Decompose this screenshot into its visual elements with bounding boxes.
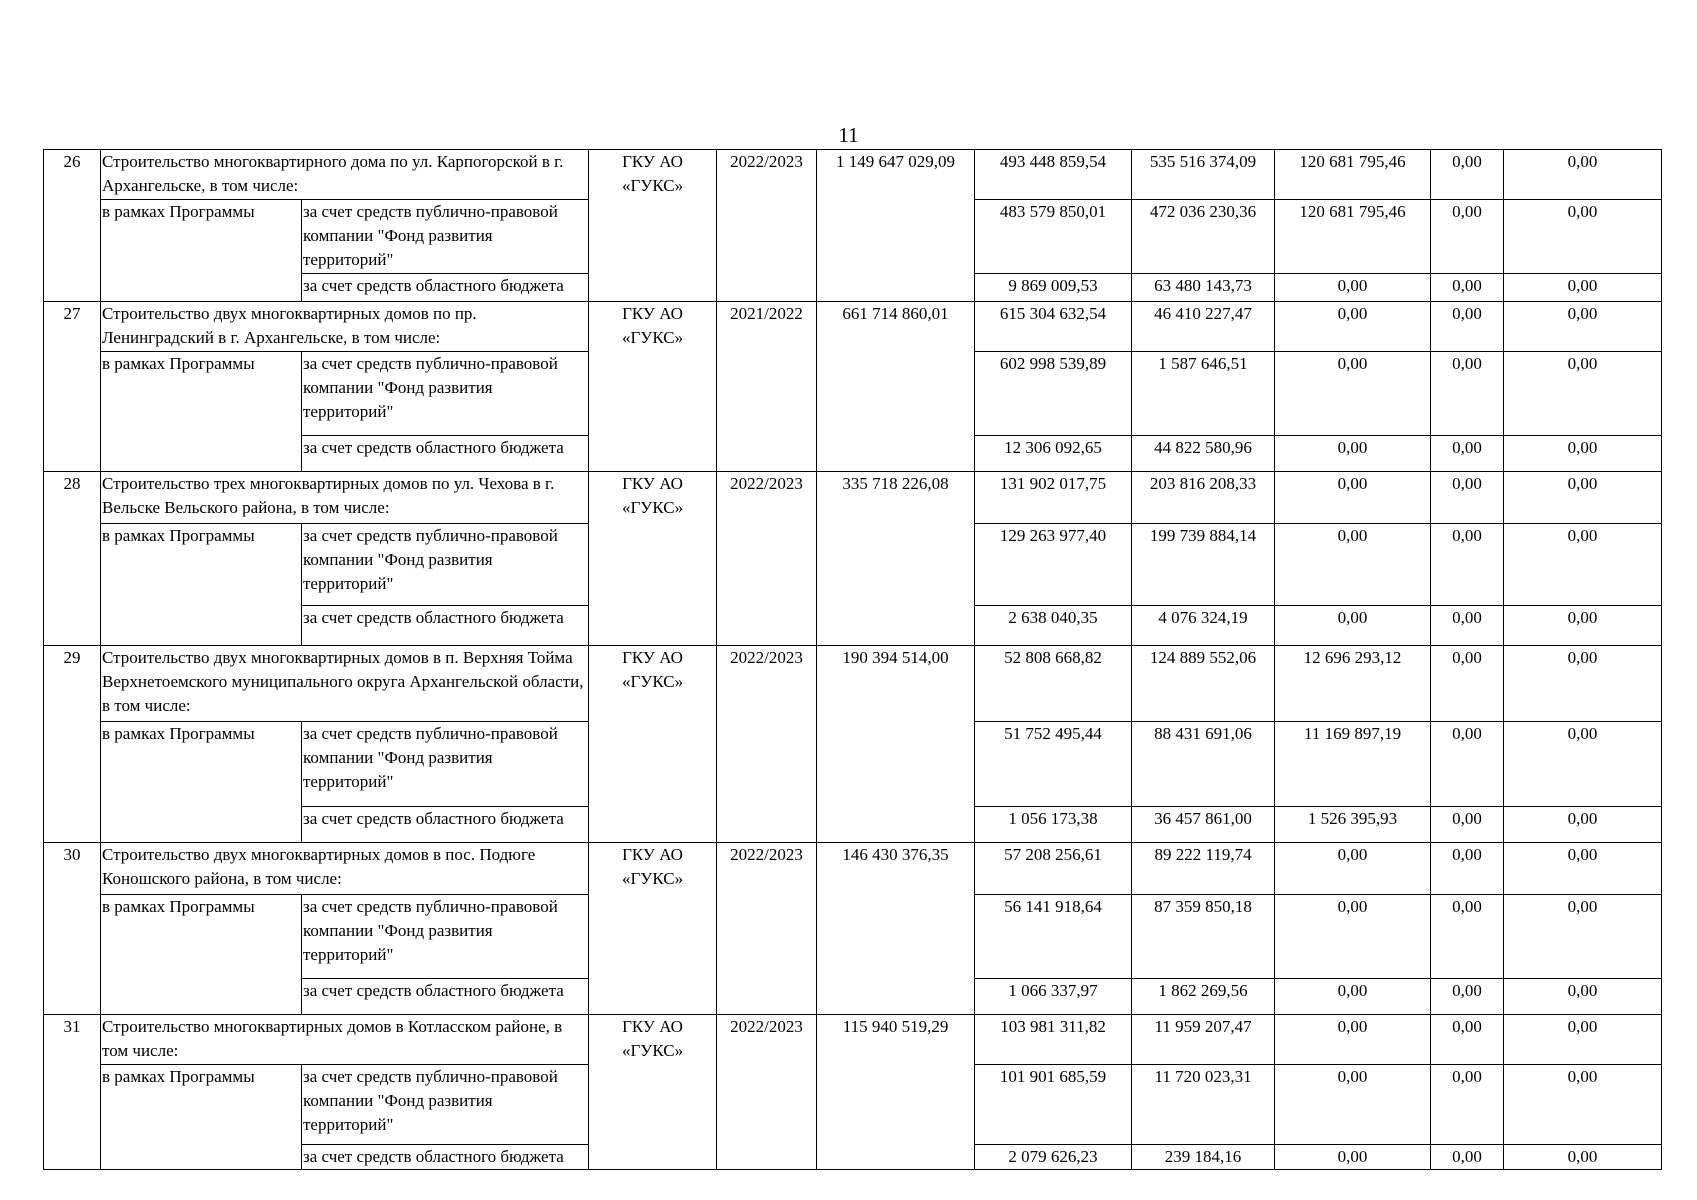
program-label: в рамках Программы bbox=[101, 1065, 302, 1170]
total-value: 0,00 bbox=[1275, 302, 1431, 352]
total-value: 0,00 bbox=[1504, 150, 1662, 200]
object-title: Строительство трех многоквартирных домов по ул. Чехова в г. Вельске Вельского района, в том числе: bbox=[101, 472, 589, 524]
fund-value: 0,00 bbox=[1504, 895, 1662, 979]
budget-value: 1 862 269,56 bbox=[1132, 979, 1275, 1015]
total-value: 0,00 bbox=[1431, 1015, 1504, 1065]
customer bbox=[589, 843, 717, 1015]
customer bbox=[589, 646, 717, 843]
total-value: 57 208 256,61 bbox=[975, 843, 1132, 895]
customer-line1: ГКУ АО bbox=[622, 474, 683, 493]
budget-value: 4 076 324,19 bbox=[1132, 606, 1275, 646]
total-cost: 190 394 514,00 bbox=[817, 646, 975, 843]
budget-value: 0,00 bbox=[1504, 1145, 1662, 1170]
object-row bbox=[44, 472, 1662, 524]
object-row bbox=[44, 150, 1662, 200]
customer bbox=[589, 472, 717, 646]
customer-line1: ГКУ АО bbox=[622, 1017, 683, 1036]
total-value: 12 696 293,12 bbox=[1275, 646, 1431, 722]
total-value: 46 410 227,47 bbox=[1132, 302, 1275, 352]
budget-value: 0,00 bbox=[1504, 606, 1662, 646]
customer-line1: ГКУ АО bbox=[622, 152, 683, 171]
total-value: 89 222 119,74 bbox=[1132, 843, 1275, 895]
budget-value: 1 056 173,38 bbox=[975, 807, 1132, 843]
total-cost: 146 430 376,35 bbox=[817, 843, 975, 1015]
fund-value: 0,00 bbox=[1431, 1065, 1504, 1145]
fund-value: 483 579 850,01 bbox=[975, 200, 1132, 274]
total-cost: 661 714 860,01 bbox=[817, 302, 975, 472]
fund-value: 472 036 230,36 bbox=[1132, 200, 1275, 274]
customer bbox=[589, 302, 717, 472]
fund-value: 0,00 bbox=[1504, 200, 1662, 274]
fund-value: 602 998 539,89 bbox=[975, 352, 1132, 436]
budget-value: 0,00 bbox=[1275, 979, 1431, 1015]
row-number: 26 bbox=[44, 150, 101, 302]
fund-value: 0,00 bbox=[1275, 352, 1431, 436]
customer-line2: «ГУКС» bbox=[621, 328, 684, 347]
fund-source-label: за счет средств публично-правовой компании "Фонд развития территорий" bbox=[302, 352, 589, 436]
total-cost: 1 149 647 029,09 bbox=[817, 150, 975, 302]
total-value: 0,00 bbox=[1431, 646, 1504, 722]
total-value: 0,00 bbox=[1431, 843, 1504, 895]
budget-value: 0,00 bbox=[1275, 1145, 1431, 1170]
page-number: 11 bbox=[838, 123, 859, 147]
fund-value: 0,00 bbox=[1275, 1065, 1431, 1145]
budget-value: 0,00 bbox=[1431, 979, 1504, 1015]
fund-value: 56 141 918,64 bbox=[975, 895, 1132, 979]
customer bbox=[589, 1015, 717, 1170]
budget-value: 0,00 bbox=[1504, 436, 1662, 472]
fund-value: 0,00 bbox=[1431, 895, 1504, 979]
fund-source-label: за счет средств публично-правовой компании "Фонд развития территорий" bbox=[302, 1065, 589, 1145]
object-title: Строительство двух многоквартирных домов в пос. Подюге Коношского района, в том числе: bbox=[101, 843, 589, 895]
total-value: 0,00 bbox=[1275, 843, 1431, 895]
fund-value: 0,00 bbox=[1275, 895, 1431, 979]
row-number: 27 bbox=[44, 302, 101, 472]
total-value: 0,00 bbox=[1504, 1015, 1662, 1065]
total-value: 203 816 208,33 bbox=[1132, 472, 1275, 524]
budget-value: 63 480 143,73 bbox=[1132, 274, 1275, 302]
total-value: 615 304 632,54 bbox=[975, 302, 1132, 352]
budget-value: 1 066 337,97 bbox=[975, 979, 1132, 1015]
object-title: Строительство многоквартирных домов в Котласском районе, в том числе: bbox=[101, 1015, 589, 1065]
row-number: 30 bbox=[44, 843, 101, 1015]
fund-value: 0,00 bbox=[1504, 1065, 1662, 1145]
budget-value: 2 638 040,35 bbox=[975, 606, 1132, 646]
customer-line2: «ГУКС» bbox=[621, 672, 684, 691]
program-label: в рамках Программы bbox=[101, 352, 302, 472]
budget-value: 0,00 bbox=[1504, 807, 1662, 843]
fund-value: 51 752 495,44 bbox=[975, 722, 1132, 807]
object-row bbox=[44, 843, 1662, 895]
budget-value: 44 822 580,96 bbox=[1132, 436, 1275, 472]
program-label: в рамках Программы bbox=[101, 895, 302, 1015]
customer-line2: «ГУКС» bbox=[621, 498, 684, 517]
period: 2022/2023 bbox=[717, 150, 817, 302]
total-value: 493 448 859,54 bbox=[975, 150, 1132, 200]
object-title: Строительство двух многоквартирных домов в п. Верхняя Тойма Верхнетоемского муниципального округа Архангельской области, в том числе: bbox=[101, 646, 589, 722]
total-value: 0,00 bbox=[1275, 472, 1431, 524]
fund-value: 11 720 023,31 bbox=[1132, 1065, 1275, 1145]
budget-source-label: за счет средств областного бюджета bbox=[302, 606, 589, 646]
budget-value: 0,00 bbox=[1431, 807, 1504, 843]
fund-value: 129 263 977,40 bbox=[975, 524, 1132, 606]
fund-value: 0,00 bbox=[1504, 524, 1662, 606]
customer-line2: «ГУКС» bbox=[621, 869, 684, 888]
budget-source-label: за счет средств областного бюджета bbox=[302, 979, 589, 1015]
total-value: 52 808 668,82 bbox=[975, 646, 1132, 722]
fund-value: 0,00 bbox=[1431, 722, 1504, 807]
construction-objects-table bbox=[43, 149, 1662, 1170]
fund-source-label: за счет средств публично-правовой компании "Фонд развития территорий" bbox=[302, 200, 589, 274]
fund-source-label: за счет средств публично-правовой компании "Фонд развития территорий" bbox=[302, 895, 589, 979]
budget-source-label: за счет средств областного бюджета bbox=[302, 1145, 589, 1170]
period: 2022/2023 bbox=[717, 1015, 817, 1170]
row-number: 31 bbox=[44, 1015, 101, 1170]
budget-value: 0,00 bbox=[1275, 606, 1431, 646]
row-number: 29 bbox=[44, 646, 101, 843]
total-cost: 335 718 226,08 bbox=[817, 472, 975, 646]
budget-value: 36 457 861,00 bbox=[1132, 807, 1275, 843]
total-value: 0,00 bbox=[1275, 1015, 1431, 1065]
budget-value: 0,00 bbox=[1431, 274, 1504, 302]
fund-value: 88 431 691,06 bbox=[1132, 722, 1275, 807]
fund-value: 101 901 685,59 bbox=[975, 1065, 1132, 1145]
fund-value: 1 587 646,51 bbox=[1132, 352, 1275, 436]
budget-source-label: за счет средств областного бюджета bbox=[302, 436, 589, 472]
total-value: 120 681 795,46 bbox=[1275, 150, 1431, 200]
budget-value: 239 184,16 bbox=[1132, 1145, 1275, 1170]
total-value: 0,00 bbox=[1431, 150, 1504, 200]
fund-value: 87 359 850,18 bbox=[1132, 895, 1275, 979]
total-cost: 115 940 519,29 bbox=[817, 1015, 975, 1170]
budget-value: 9 869 009,53 bbox=[975, 274, 1132, 302]
object-row bbox=[44, 646, 1662, 722]
object-row bbox=[44, 302, 1662, 352]
period: 2021/2022 bbox=[717, 302, 817, 472]
total-value: 0,00 bbox=[1504, 646, 1662, 722]
customer-line1: ГКУ АО bbox=[622, 845, 683, 864]
total-value: 535 516 374,09 bbox=[1132, 150, 1275, 200]
total-value: 0,00 bbox=[1431, 472, 1504, 524]
period: 2022/2023 bbox=[717, 646, 817, 843]
budget-source-label: за счет средств областного бюджета bbox=[302, 274, 589, 302]
fund-source-label: за счет средств публично-правовой компании "Фонд развития территорий" bbox=[302, 524, 589, 606]
customer-line1: ГКУ АО bbox=[622, 304, 683, 323]
object-title: Строительство многоквартирного дома по ул. Карпогорской в г. Архангельске, в том числе: bbox=[101, 150, 589, 200]
total-value: 0,00 bbox=[1431, 302, 1504, 352]
customer bbox=[589, 150, 717, 302]
total-value: 124 889 552,06 bbox=[1132, 646, 1275, 722]
budget-value: 0,00 bbox=[1275, 274, 1431, 302]
fund-value: 120 681 795,46 bbox=[1275, 200, 1431, 274]
budget-value: 0,00 bbox=[1431, 606, 1504, 646]
total-value: 103 981 311,82 bbox=[975, 1015, 1132, 1065]
customer-line2: «ГУКС» bbox=[621, 176, 684, 195]
budget-value: 12 306 092,65 bbox=[975, 436, 1132, 472]
budget-value: 0,00 bbox=[1275, 436, 1431, 472]
budget-value: 0,00 bbox=[1504, 979, 1662, 1015]
total-value: 11 959 207,47 bbox=[1132, 1015, 1275, 1065]
fund-value: 0,00 bbox=[1431, 200, 1504, 274]
budget-value: 1 526 395,93 bbox=[1275, 807, 1431, 843]
budget-value: 0,00 bbox=[1504, 274, 1662, 302]
budget-value: 0,00 bbox=[1431, 1145, 1504, 1170]
fund-value: 0,00 bbox=[1275, 524, 1431, 606]
total-value: 0,00 bbox=[1504, 472, 1662, 524]
object-title: Строительство двух многоквартирных домов по пр. Ленинградский в г. Архангельске, в том числе: bbox=[101, 302, 589, 352]
fund-source-label: за счет средств публично-правовой компании "Фонд развития территорий" bbox=[302, 722, 589, 807]
budget-source-label: за счет средств областного бюджета bbox=[302, 807, 589, 843]
program-label: в рамках Программы bbox=[101, 200, 302, 302]
period: 2022/2023 bbox=[717, 843, 817, 1015]
budget-value: 0,00 bbox=[1431, 436, 1504, 472]
row-number: 28 bbox=[44, 472, 101, 646]
fund-value: 11 169 897,19 bbox=[1275, 722, 1431, 807]
total-value: 131 902 017,75 bbox=[975, 472, 1132, 524]
total-value: 0,00 bbox=[1504, 302, 1662, 352]
fund-value: 0,00 bbox=[1431, 524, 1504, 606]
program-label: в рамках Программы bbox=[101, 722, 302, 843]
total-value: 0,00 bbox=[1504, 843, 1662, 895]
fund-value: 0,00 bbox=[1504, 352, 1662, 436]
customer-line1: ГКУ АО bbox=[622, 648, 683, 667]
customer-line2: «ГУКС» bbox=[621, 1041, 684, 1060]
budget-value: 2 079 626,23 bbox=[975, 1145, 1132, 1170]
program-label: в рамках Программы bbox=[101, 524, 302, 646]
fund-value: 0,00 bbox=[1504, 722, 1662, 807]
object-row bbox=[44, 1015, 1662, 1065]
fund-value: 0,00 bbox=[1431, 352, 1504, 436]
period: 2022/2023 bbox=[717, 472, 817, 646]
fund-value: 199 739 884,14 bbox=[1132, 524, 1275, 606]
